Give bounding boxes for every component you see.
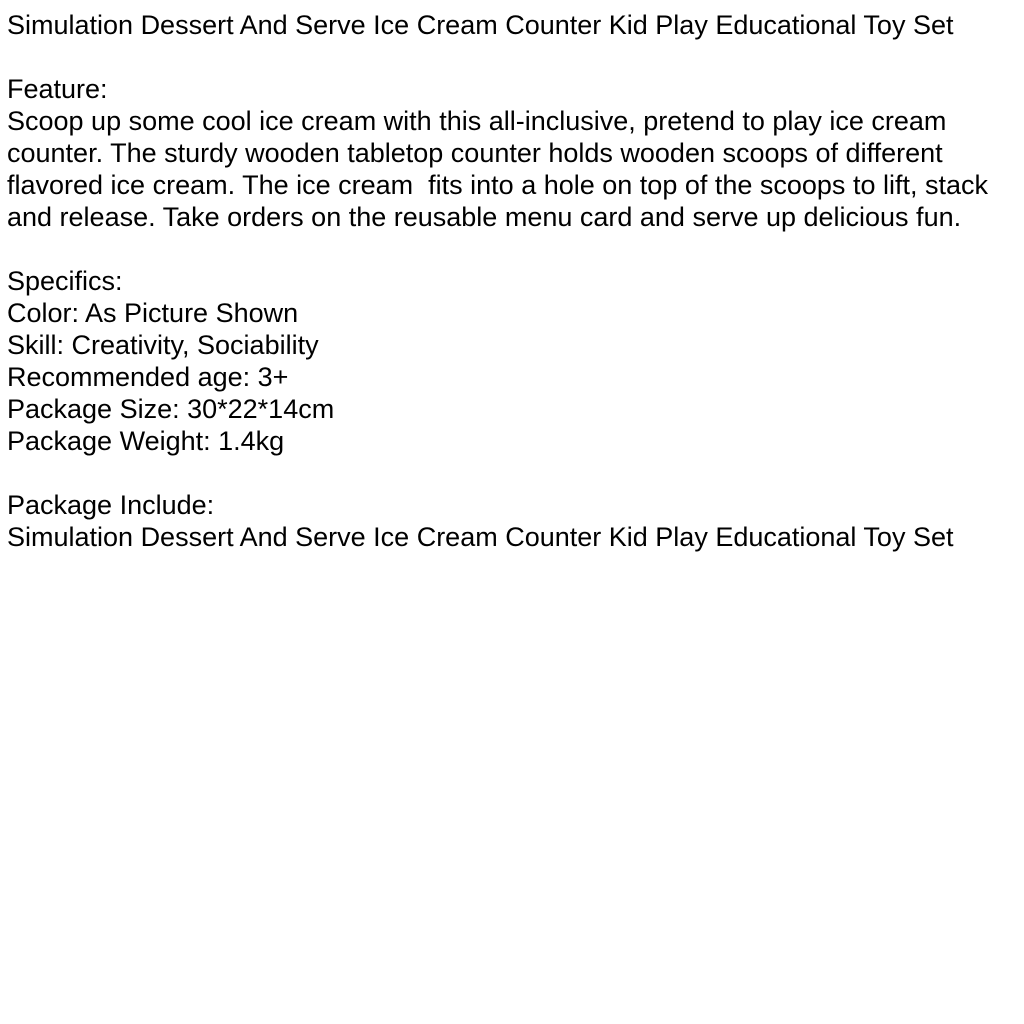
package-include-section	[7, 489, 1017, 553]
product-title: Simulation Dessert And Serve Ice Cream Counter Kid Play Educational Toy Set	[7, 10, 954, 40]
feature-section	[7, 73, 1017, 233]
package-include-heading: Package Include:	[7, 490, 215, 520]
spec-item-skill: Skill: Creativity, Sociability	[7, 330, 319, 360]
spec-item-age: Recommended age: 3+	[7, 362, 289, 392]
feature-heading: Feature:	[7, 74, 108, 104]
package-include-content: Simulation Dessert And Serve Ice Cream Counter Kid Play Educational Toy Set	[7, 522, 954, 552]
spec-item-color: Color: As Picture Shown	[7, 298, 299, 328]
feature-line: flavored ice cream. The ice cream fits into a hole on top of the scoops to lift, stack	[7, 170, 988, 200]
spec-item-package-weight: Package Weight: 1.4kg	[7, 426, 285, 456]
specifics-heading: Specifics:	[7, 266, 123, 296]
feature-line: and release. Take orders on the reusable menu card and serve up delicious fun.	[7, 202, 962, 232]
feature-line: counter. The sturdy wooden tabletop counter holds wooden scoops of different	[7, 138, 943, 168]
feature-line: Scoop up some cool ice cream with this all-inclusive, pretend to play ice cream	[7, 106, 947, 136]
specifics-section	[7, 265, 1017, 457]
spec-item-package-size: Package Size: 30*22*14cm	[7, 394, 335, 424]
title-block	[7, 9, 1017, 41]
